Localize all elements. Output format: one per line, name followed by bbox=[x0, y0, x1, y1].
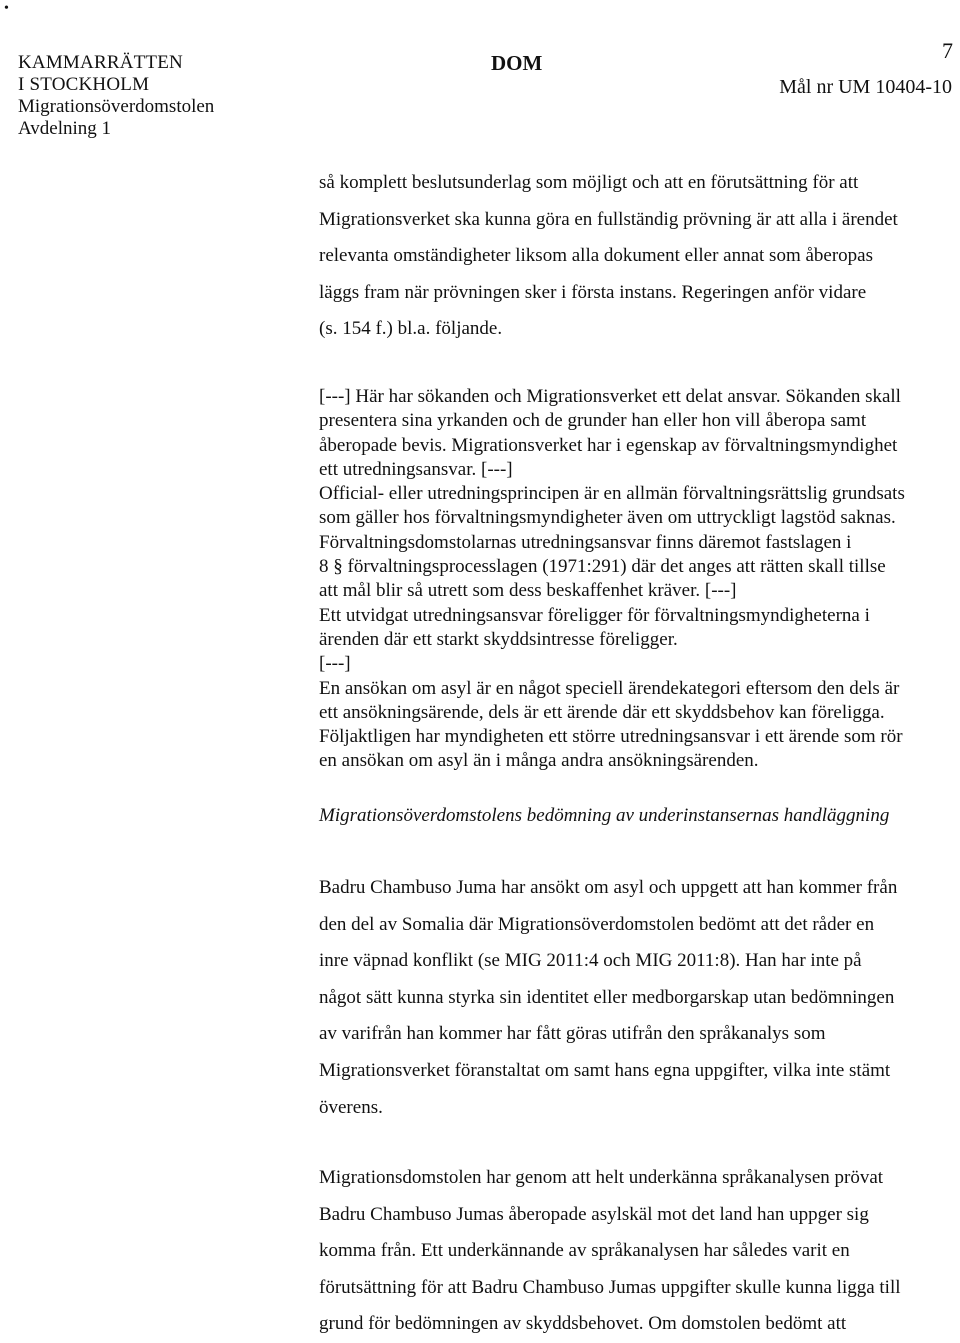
assessment-line: förutsättning för att Badru Chambuso Jumas uppgifter skulle kunna ligga till bbox=[319, 1276, 901, 1298]
section-heading: Migrationsöverdomstolens bedömning av underinstansernas handläggning bbox=[319, 805, 890, 826]
assessment-line: grund för bedömningen av skyddsbehovet. Om domstolen bedömt att bbox=[319, 1313, 847, 1335]
quote-line: ett ansökningsärende, dels är ett ärende där ett skyddsbehov kan föreligga. bbox=[319, 701, 885, 723]
intro-line: (s. 154 f.) bl.a. följande. bbox=[319, 318, 503, 340]
assessment-line: något sätt kunna styrka sin identitet eller medborgarskap utan bedömningen bbox=[319, 986, 895, 1008]
assessment-line: av varifrån han kommer har fått göras utifrån den språkanalys som bbox=[319, 1023, 826, 1045]
quote-line: En ansökan om asyl är en något speciell ärendekategori eftersom den dels är bbox=[319, 677, 900, 699]
quote-line: en ansökan om asyl än i många andra ansökningsärenden. bbox=[319, 750, 759, 772]
quote-line: [---] Här har sökanden och Migrationsverket ett delat ansvar. Sökanden skall bbox=[319, 386, 901, 407]
quote-line: Ett utvidgat utredningsansvar föreligger för förvaltningsmyndigheterna i bbox=[319, 604, 870, 626]
quote-line: Official- eller utredningsprincipen är en allmän förvaltningsrättslig grundsats bbox=[319, 483, 905, 505]
quote-line: åberopade bevis. Migrationsverket har i egenskap av förvaltningsmyndighet bbox=[319, 434, 898, 456]
assessment-line: Migrationsverket föranstaltat om samt hans egna uppgifter, vilka inte stämt bbox=[319, 1059, 891, 1081]
quote-line: [---] bbox=[319, 653, 351, 675]
quote-line: presentera sina yrkanden och de grunder han eller hon vill åberopa samt bbox=[319, 410, 867, 432]
quote-line: ärenden där ett starkt skyddsintresse föreligger. bbox=[319, 628, 678, 650]
intro-line: Migrationsverket ska kunna göra en fullständig prövning är att alla i ärendet bbox=[319, 208, 898, 230]
quote-line: Förvaltningsdomstolarnas utredningsansvar finns däremot fastslagen i bbox=[319, 531, 852, 553]
quote-line: Följaktligen har myndigheten ett större utredningsansvar i ett ärende som rör bbox=[319, 726, 903, 748]
intro-line: relevanta omständigheter liksom alla dokument eller annat som åberopas bbox=[319, 245, 873, 267]
assessment-line: Badru Chambuso Jumas åberopade asylskäl mot det land han uppger sig bbox=[319, 1203, 869, 1225]
assessment-line: komma från. Ett underkännande av språkanalysen har således varit en bbox=[319, 1240, 850, 1262]
document-type: DOM bbox=[491, 51, 543, 75]
intro-paragraph bbox=[319, 165, 955, 348]
quote-line: 8 § förvaltningsprocesslagen (1971:291) där det anges att rätten skall tillse bbox=[319, 556, 886, 578]
court-name-line-2: I STOCKHOLM bbox=[18, 74, 150, 95]
assessment-line: Badru Chambuso Juma har ansökt om asyl och uppgett att han kommer från bbox=[319, 877, 898, 898]
corner-mark: • bbox=[4, 1, 9, 16]
assessment-paragraph-2 bbox=[319, 1160, 955, 1343]
assessment-line: överens. bbox=[319, 1096, 383, 1118]
department-name: Migrationsöverdomstolen bbox=[18, 96, 215, 117]
assessment-line: inre väpnad konflikt (se MIG 2011:4 och MIG 2011:8). Han har inte på bbox=[319, 950, 862, 972]
assessment-line: Migrationsdomstolen har genom att helt underkänna språkanalysen prövat bbox=[319, 1167, 884, 1188]
court-name-line-1: KAMMARRÄTTEN bbox=[18, 52, 183, 73]
intro-line: så komplett beslutsunderlag som möjligt och att en förutsättning för att bbox=[319, 172, 859, 193]
quoted-passage bbox=[319, 385, 955, 774]
intro-line: läggs fram när prövningen sker i första instans. Regeringen anför vidare bbox=[319, 281, 867, 303]
quote-line: ett utredningsansvar. [---] bbox=[319, 458, 513, 480]
court-header bbox=[18, 52, 214, 140]
quote-line: att mål blir så utrett som dess beskaffenhet kräver. [---] bbox=[319, 580, 737, 602]
assessment-paragraph-1 bbox=[319, 870, 955, 1126]
case-number: Mål nr UM 10404-10 bbox=[779, 76, 952, 98]
quote-line: som gäller hos förvaltningsmyndigheter även om uttryckligt lagstöd saknas. bbox=[319, 507, 896, 529]
page-number: 7 bbox=[942, 38, 953, 63]
assessment-line: den del av Somalia där Migrationsöverdomstolen bedömt att det råder en bbox=[319, 913, 875, 935]
division-name: Avdelning 1 bbox=[18, 118, 112, 139]
